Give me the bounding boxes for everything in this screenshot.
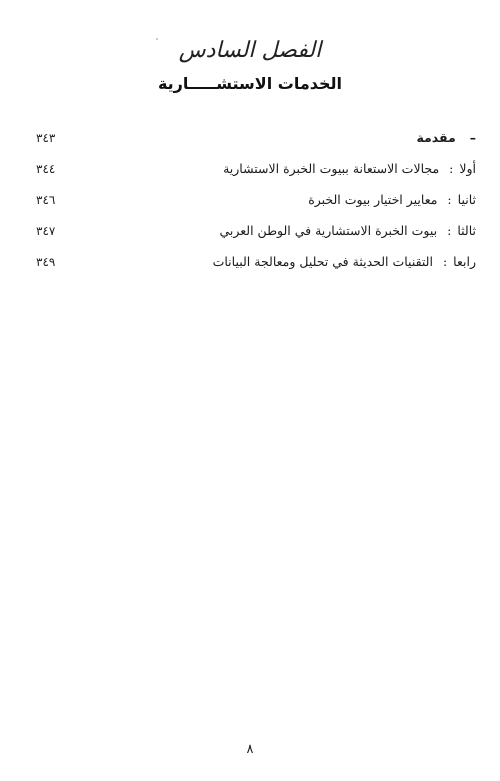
toc-entry-title: بيوت الخبرة الاستشارية في الوطن العربي: [219, 223, 438, 238]
toc-entry-ordinal: أولا: [459, 161, 476, 176]
toc-entry-title: مقدمة: [416, 130, 456, 145]
toc-entry-title: مجالات الاستعانة ببيوت الخبرة الاستشارية: [223, 161, 440, 176]
toc-entry-label: ثانيا: معايير اختيار بيوت الخبرة: [308, 192, 476, 207]
toc-page-number: ٣٤٧: [36, 223, 56, 238]
toc-entry-ordinal: ثالثا: [457, 223, 476, 238]
toc-entry-label: ثالثا: بيوت الخبرة الاستشارية في الوطن العربي: [219, 223, 476, 238]
toc-entry-2: [36, 184, 476, 215]
toc-dash: –: [469, 130, 476, 145]
toc-page-number: ٣٤٦: [36, 192, 56, 207]
toc-page-number: ٣٤٣: [36, 130, 56, 145]
toc-entry-3: [36, 215, 476, 246]
table-of-contents: [36, 122, 476, 277]
toc-entry-title: التقنيات الحديثة في تحليل ومعالجة البيانات: [212, 254, 433, 269]
toc-entry-title: معايير اختيار بيوت الخبرة: [308, 192, 438, 207]
toc-entry-ordinal: رابعا: [453, 254, 476, 269]
chapter-heading: الفصل السادس: [178, 38, 322, 63]
toc-entry-ordinal: ثانيا: [457, 192, 476, 207]
toc-entry-introduction: [36, 122, 476, 153]
toc-page-number: ٣٤٤: [36, 161, 56, 176]
page-number: ٨: [246, 742, 254, 757]
toc-entry-4: [36, 246, 476, 277]
chapter-title: الخدمات الاستشـــــارية: [157, 74, 343, 93]
toc-entry-label: رابعا: التقنيات الحديثة في تحليل ومعالجة البيانات: [212, 254, 476, 269]
toc-entry-label: [76, 130, 476, 145]
toc-entry-1: [36, 153, 476, 184]
toc-page-number: ٣٤٩: [36, 254, 56, 269]
toc-entry-label: أولا: مجالات الاستعانة ببيوت الخبرة الاستشارية: [223, 161, 476, 176]
